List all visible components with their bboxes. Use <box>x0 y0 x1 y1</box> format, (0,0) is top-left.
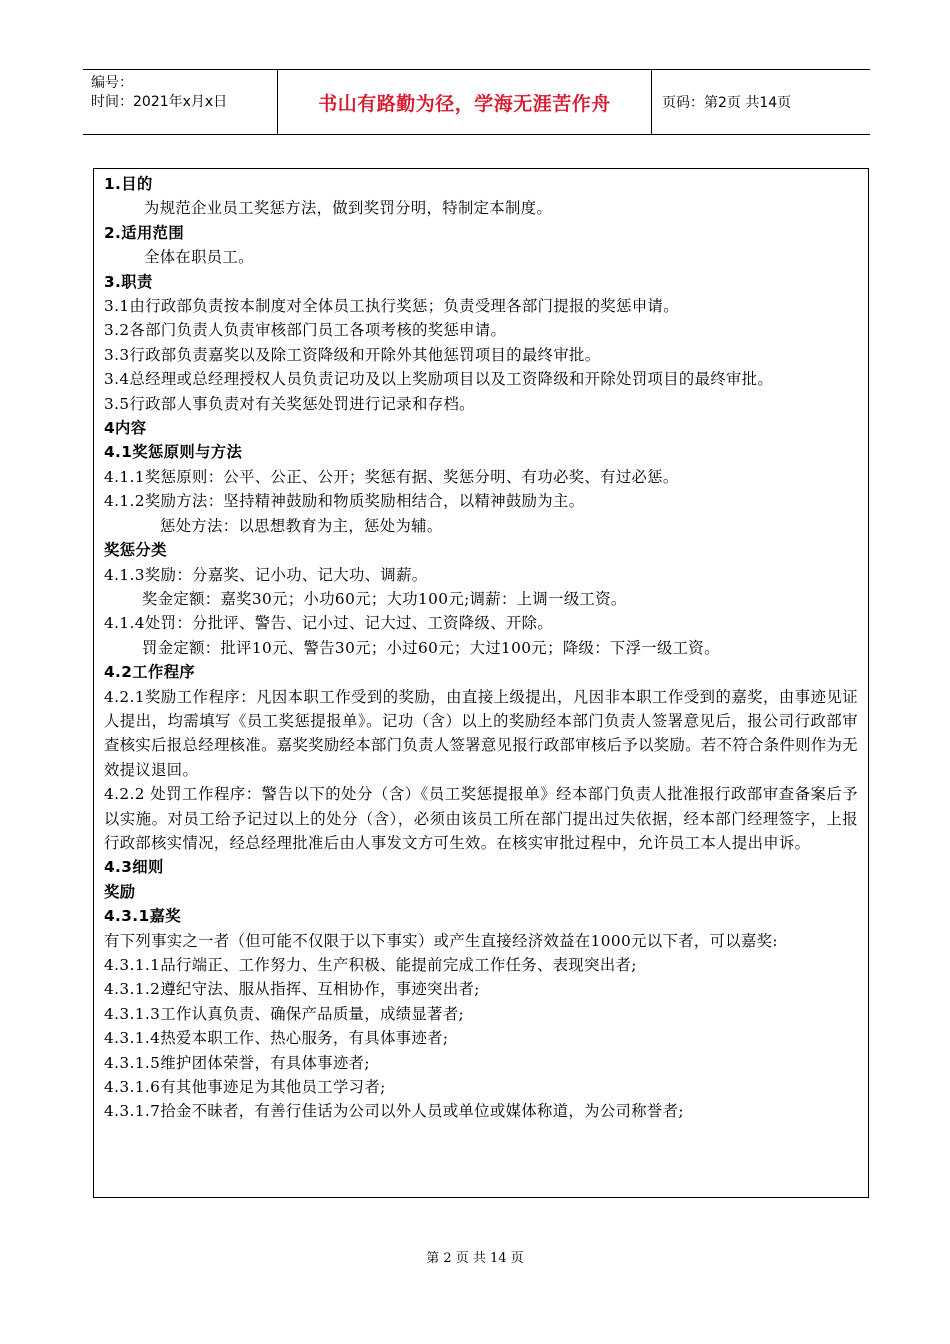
subsection-heading: 4.3细则 <box>104 858 164 877</box>
subsection-heading: 奖励 <box>104 882 136 901</box>
subsection-heading: 4.1奖惩原则与方法 <box>104 443 243 462</box>
clause-line: 3.5行政部人事负责对有关奖惩处罚进行记录和存档。 <box>104 394 475 413</box>
clause-line: 4.3.1.6有其他事迹足为其他员工学习者; <box>104 1078 386 1097</box>
header-motto: 书山有路勤为径，学海无涯苦作舟 <box>278 70 652 134</box>
clause-line: 3.4总经理或总经理授权人员负责记功及以上奖励项目以及工资降级和开除处罚项目的最终审批。 <box>104 370 774 389</box>
clause-line: 4.1.2奖励方法：坚持精神鼓励和物质奖励相结合，以精神鼓励为主。 <box>104 492 585 511</box>
subsection-heading: 4.2工作程序 <box>104 663 196 682</box>
section-heading: 3.职责 <box>104 272 153 291</box>
subsection-heading: 奖惩分类 <box>104 541 167 560</box>
clause-line: 3.2各部门负责人负责审核部门员工各项考核的奖惩申请。 <box>104 321 507 340</box>
paragraph-line: 为规范企业员工奖惩方法，做到奖罚分明，特制定本制度。 <box>144 199 553 218</box>
clause-line: 奖金定额：嘉奖30元；小功60元；大功100元;调薪：上调一级工资。 <box>142 589 627 608</box>
clause-line: 3.3行政部负责嘉奖以及除工资降级和开除外其他惩罚项目的最终审批。 <box>104 345 601 364</box>
clause-line: 4.3.1.5维护团体荣誉，有具体事迹者; <box>104 1053 370 1072</box>
clause-line: 4.1.1奖惩原则：公平、公正、公开；奖惩有据、奖惩分明、有功必奖、有过必惩。 <box>104 467 679 486</box>
clause-line: 罚金定额：批评10元、警告30元；小过60元；大过100元；降级：下浮一级工资。 <box>142 638 720 657</box>
page-header <box>83 69 870 135</box>
clause-line: 3.1由行政部负责按本制度对全体员工执行奖惩；负责受理各部门提报的奖惩申请。 <box>104 297 679 316</box>
clause-paragraph: 有下列事实之一者（但可能不仅限于以下事实）或产生直接经济效益在1000元以下者，可以嘉奖: <box>104 931 778 950</box>
clause-line: 惩处方法：以思想教育为主，惩处为辅。 <box>160 516 443 535</box>
clause-line: 4.3.1.7拾金不昧者，有善行佳话为公司以外人员或单位或媒体称道，为公司称誉者; <box>104 1102 684 1121</box>
section-heading: 1.目的 <box>104 175 153 193</box>
header-page-info: 页码：第2页 共14页 <box>662 95 792 111</box>
document-number: 编号： <box>91 75 133 91</box>
clause-line: 4.3.1.1品行端正、工作努力、生产积极、能提前完成工作任务、表现突出者; <box>104 956 637 974</box>
subsection-heading: 4.3.1嘉奖 <box>104 907 181 926</box>
header-meta <box>83 70 278 134</box>
clause-paragraph: 4.2.1奖励工作程序：凡因本职工作受到的奖励，由直接上级提出，凡因非本职工作受到的嘉奖，由事迹见证人提出，均需填写《员工奖惩提报单》。记功（含）以上的奖励经本部门负责人签署意见后，报公司行政部审查核实后报总经理核准。嘉奖奖励经本部门负责人签署意见报行政部审核后予以奖励。若不符合条件则作为无效提议退回。 <box>104 687 858 779</box>
section-heading: 4内容 <box>104 419 147 438</box>
clause-line: 4.3.1.3工作认真负责、确保产品质量，成绩显著者; <box>104 1004 465 1023</box>
page-footer: 第 2 页 共 14 页 <box>426 1251 524 1266</box>
document-date: 时间：2021年x月x日 <box>91 94 228 110</box>
paragraph-line: 全体在职员工。 <box>144 248 254 267</box>
clause-line: 4.3.1.4热爱本职工作、热心服务，有具体事迹者; <box>104 1029 449 1048</box>
section-heading: 2.适用范围 <box>104 223 185 242</box>
clause-line: 4.1.3奖励：分嘉奖、记小功、记大功、调薪。 <box>104 565 428 584</box>
content-box <box>93 168 869 1198</box>
clause-paragraph: 4.2.2 处罚工作程序：警告以下的处分（含）《员工奖惩提报单》经本部门负责人批准报行政部审查备案后予以实施。对员工给予记过以上的处分（含），必须由该员工所在部门提出过失依据，经本部门经理签字，上报行政部核实情况，经总经理批准后由人事发文方可生效。在核实审批过程中，允许员工本人提出申诉。 <box>104 785 858 852</box>
clause-line: 4.1.4处罚：分批评、警告、记小过、记大过、工资降级、开除。 <box>104 614 554 633</box>
clause-line: 4.3.1.2遵纪守法、服从指挥、互相协作，事迹突出者; <box>104 980 480 999</box>
